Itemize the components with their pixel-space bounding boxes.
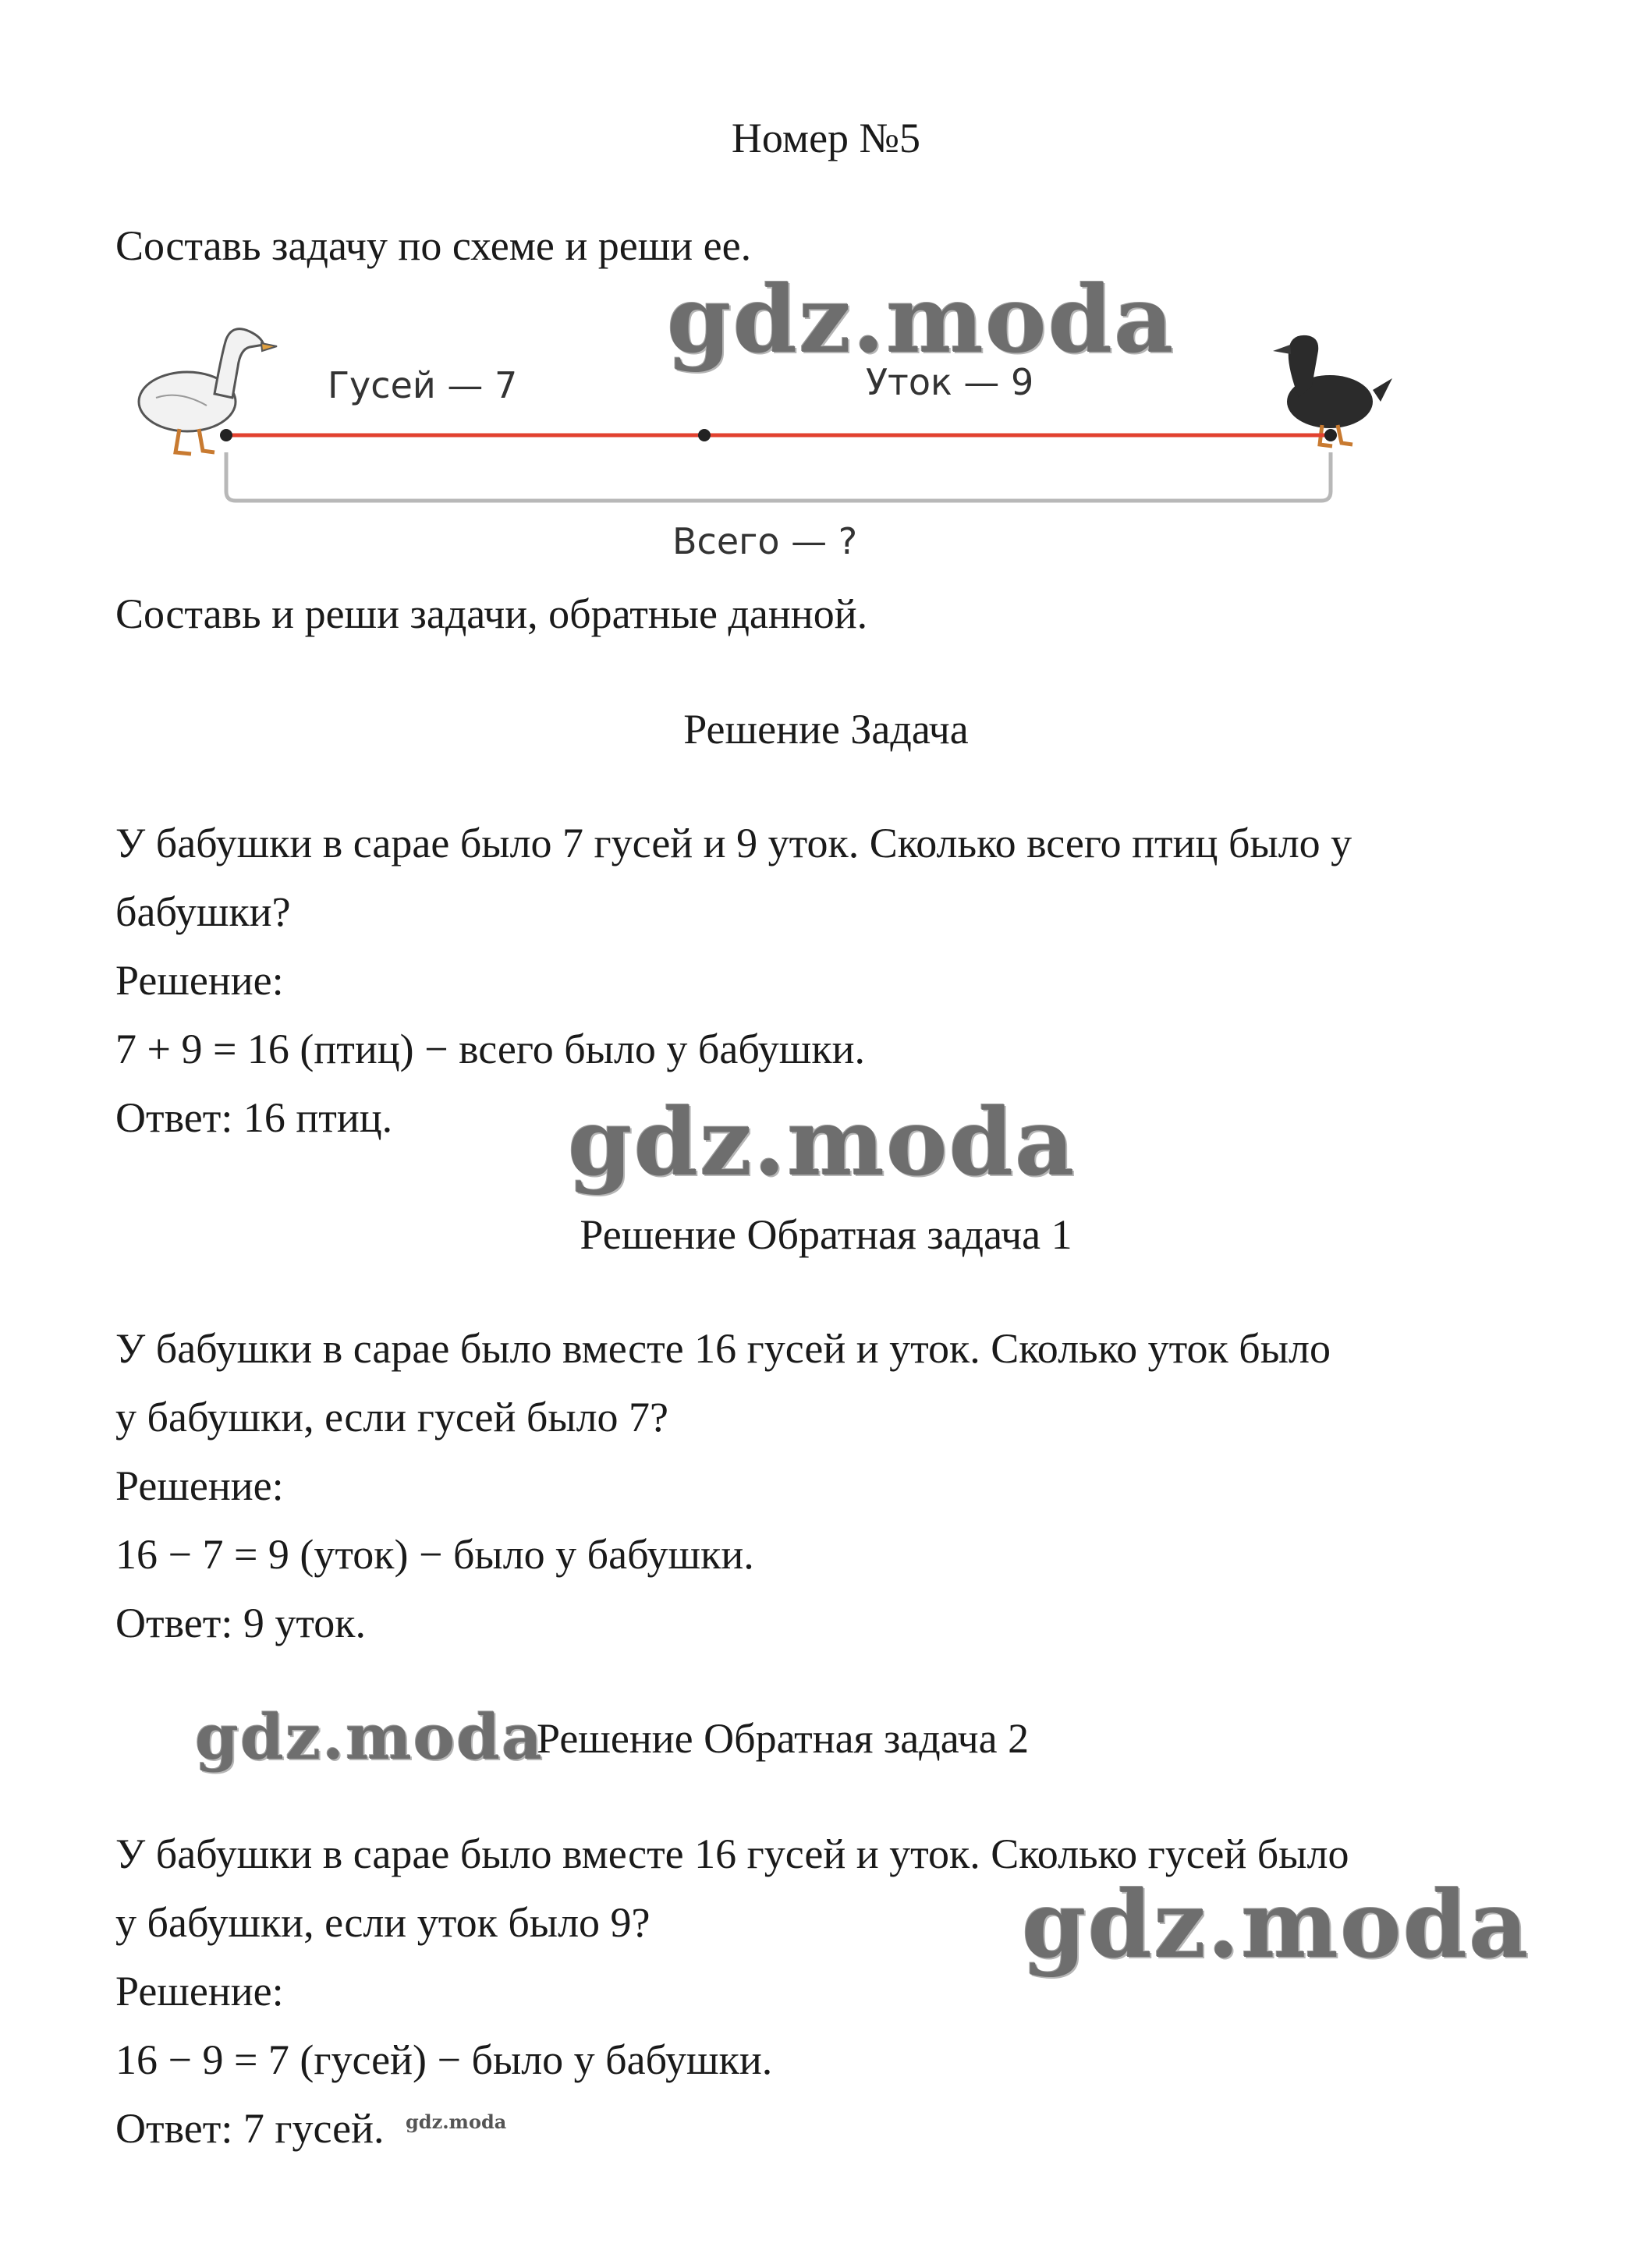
segment-mid-point bbox=[698, 429, 711, 441]
task-line-1: Составь задачу по схеме и реши ее. bbox=[115, 222, 752, 269]
section-heading: Решение Задача bbox=[683, 706, 969, 753]
watermark: gdz.moda bbox=[1022, 1870, 1530, 1979]
answer: Ответ: 16 птиц. bbox=[115, 1094, 393, 1141]
solution-label: Решение: bbox=[115, 957, 284, 1004]
equation: 7 + 9 = 16 (птиц) − всего было у бабушки. bbox=[115, 1026, 865, 1072]
task-line-2: Составь и реши задачи, обратные данной. bbox=[115, 590, 868, 637]
segment-start-point bbox=[220, 429, 232, 441]
problem-text: у бабушки, если гусей было 7? bbox=[115, 1394, 669, 1441]
total-label: Всего — ? bbox=[672, 520, 858, 562]
answer: Ответ: 9 уток. bbox=[115, 1600, 366, 1646]
problem-text: у бабушки, если уток было 9? bbox=[115, 1899, 651, 1946]
problem-text: У бабушки в сарае было вместе 16 гусей и уток. Сколько уток было bbox=[115, 1325, 1331, 1372]
watermark: gdz.moda bbox=[568, 1088, 1076, 1196]
watermark: gdz.moda bbox=[195, 1700, 544, 1774]
total-brace bbox=[226, 452, 1331, 501]
geese-label: Гусей — 7 bbox=[328, 364, 518, 406]
watermark: gdz.moda bbox=[667, 265, 1175, 374]
problem-text: У бабушки в сарае было вместе 16 гусей и уток. Сколько гусей было bbox=[115, 1830, 1349, 1877]
page-title: Номер №5 bbox=[731, 115, 921, 161]
solution-label: Решение: bbox=[115, 1462, 284, 1509]
problem-text: бабушки? bbox=[115, 888, 291, 935]
equation: 16 − 9 = 7 (гусей) − было у бабушки. bbox=[115, 2036, 773, 2083]
section-heading: Решение Обратная задача 1 bbox=[580, 1211, 1072, 1258]
watermark: gdz.moda bbox=[406, 2110, 507, 2133]
equation: 16 − 7 = 9 (уток) − было у бабушки. bbox=[115, 1531, 754, 1578]
solution-label: Решение: bbox=[115, 1968, 284, 2015]
problem-text: У бабушки в сарае было 7 гусей и 9 уток. Сколько всего птиц было у bbox=[115, 820, 1352, 866]
answer: Ответ: 7 гусей. bbox=[115, 2105, 385, 2152]
segment-end-point bbox=[1324, 429, 1337, 441]
section-heading: Решение Обратная задача 2 bbox=[537, 1715, 1030, 1762]
ducks-label: Уток — 9 bbox=[866, 361, 1034, 403]
